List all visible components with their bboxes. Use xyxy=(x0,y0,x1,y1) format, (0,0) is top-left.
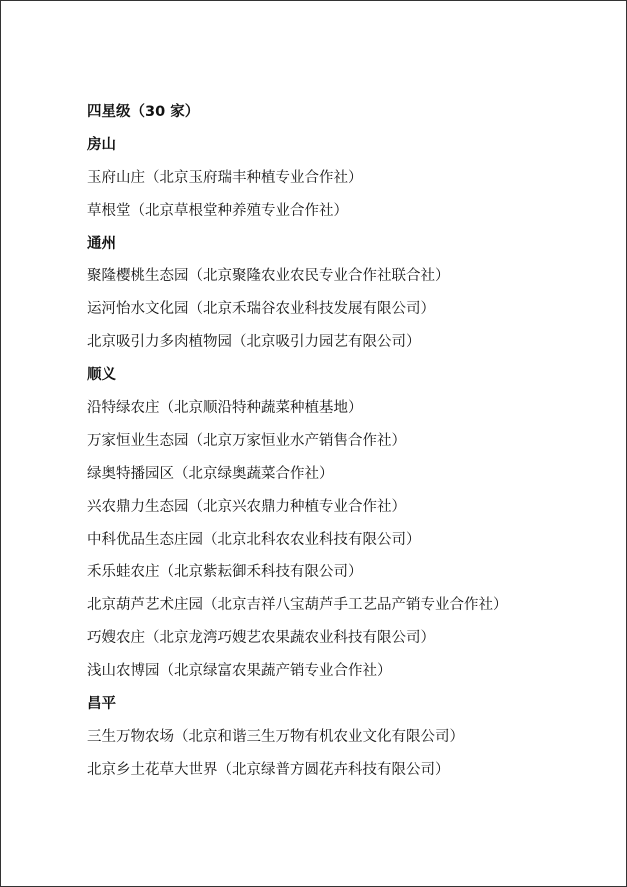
district-heading-tongzhou: 通州 xyxy=(87,235,116,252)
list-item: 运河怡水文化园（北京禾瑞谷农业科技发展有限公司） xyxy=(87,301,435,318)
list-item: 北京吸引力多肉植物园（北京吸引力园艺有限公司） xyxy=(87,334,421,351)
list-item: 三生万物农场（北京和谐三生万物有机农业文化有限公司） xyxy=(87,728,464,745)
list-item: 万家恒业生态园（北京万家恒业水产销售合作社） xyxy=(87,432,406,449)
list-item: 玉府山庄（北京玉府瑞丰种植专业合作社） xyxy=(87,169,363,186)
list-item: 兴农鼎力生态园（北京兴农鼎力种植专业合作社） xyxy=(87,498,406,515)
list-item: 中科优品生态庄园（北京北科农农业科技有限公司） xyxy=(87,531,421,548)
district-heading-shunyi: 顺义 xyxy=(87,367,116,384)
district-heading-fangshan: 房山 xyxy=(87,136,116,153)
list-item: 草根堂（北京草根堂种养殖专业合作社） xyxy=(87,202,348,219)
list-item: 聚隆樱桃生态园（北京聚隆农业农民专业合作社联合社） xyxy=(87,268,450,285)
document-content xyxy=(87,101,617,792)
list-item: 禾乐蛙农庄（北京紫耘御禾科技有限公司） xyxy=(87,564,363,581)
list-item: 北京葫芦艺术庄园（北京吉祥八宝葫芦手工艺品产销专业合作社） xyxy=(87,597,508,614)
district-heading-changping: 昌平 xyxy=(87,696,116,713)
list-item: 沿特绿农庄（北京顺沿特种蔬菜种植基地） xyxy=(87,400,363,417)
list-item: 北京乡土花草大世界（北京绿普方圆花卉科技有限公司） xyxy=(87,761,450,778)
list-item: 巧嫂农庄（北京龙湾巧嫂艺农果蔬农业科技有限公司） xyxy=(87,630,435,647)
page-title: 四星级（30 家） xyxy=(87,104,200,120)
list-item: 浅山农博园（北京绿富农果蔬产销专业合作社） xyxy=(87,663,392,680)
list-item: 绿奥特播园区（北京绿奥蔬菜合作社） xyxy=(87,465,334,482)
